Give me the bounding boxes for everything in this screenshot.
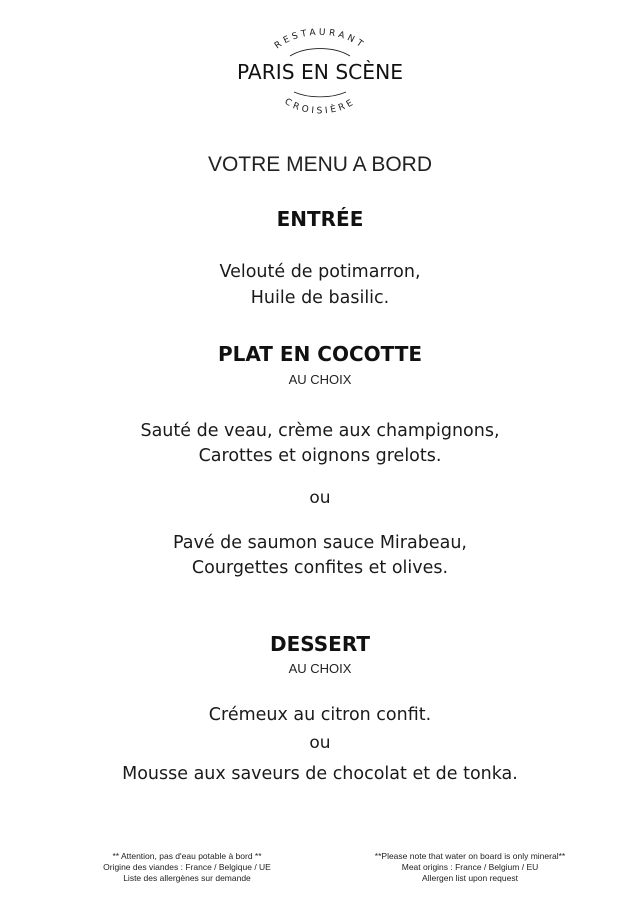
footer-english-notes (355, 851, 585, 884)
footer-right-line-3: Allergen list upon request (422, 873, 518, 883)
plat-title: PLAT EN COCOTTE (217, 342, 423, 366)
dessert-option1: Crémeux au citron confit. (208, 705, 432, 725)
plat-subtitle: AU CHOIX (288, 372, 352, 387)
logo-top-arc-text: RESTAURANT (273, 27, 368, 52)
entree-dish-line-1: Velouté de potimarron, (219, 262, 421, 282)
dessert-title: DESSERT (270, 632, 370, 656)
plat-separator: ou (309, 488, 331, 508)
footer-left-line-1: ** Attention, pas d'eau potable à bord ** (112, 851, 262, 861)
dessert-separator: ou (309, 733, 331, 753)
entree-dish-line-2: Huile de basilic. (250, 288, 390, 308)
footer-left-line-2: Origine des viandes : France / Belgique / UE (103, 862, 271, 872)
dessert-subtitle: AU CHOIX (288, 661, 352, 676)
plat-option1-line-2: Carottes et oignons grelots. (198, 446, 442, 466)
footer-left-line-3: Liste des allergènes sur demande (123, 873, 251, 883)
dessert-option2: Mousse aux saveurs de chocolat et de tonka. (122, 764, 518, 784)
footer-right-line-2: Meat origins : France / Belgium / EU (401, 862, 539, 872)
plat-option2-line-2: Courgettes confites et olives. (191, 558, 449, 578)
logo-top-rule (290, 49, 350, 56)
logo-emblem (220, 18, 420, 126)
plat-option2-line-1: Pavé de saumon sauce Mirabeau, (173, 533, 467, 553)
footer-french-notes (72, 851, 302, 884)
entree-title: ENTRÉE (276, 207, 364, 231)
plat-option1-line-1: Sauté de veau, crème aux champignons, (140, 421, 500, 441)
logo-name: PARIS EN SCÈNE (237, 60, 403, 84)
logo-bottom-rule (294, 92, 346, 97)
logo-bottom-arc-text: CROISIÈRE (282, 97, 358, 117)
footer-right-line-1: **Please note that water on board is only mineral** (374, 851, 566, 861)
restaurant-logo (220, 18, 420, 126)
menu-title: VOTRE MENU A BORD (207, 153, 433, 176)
